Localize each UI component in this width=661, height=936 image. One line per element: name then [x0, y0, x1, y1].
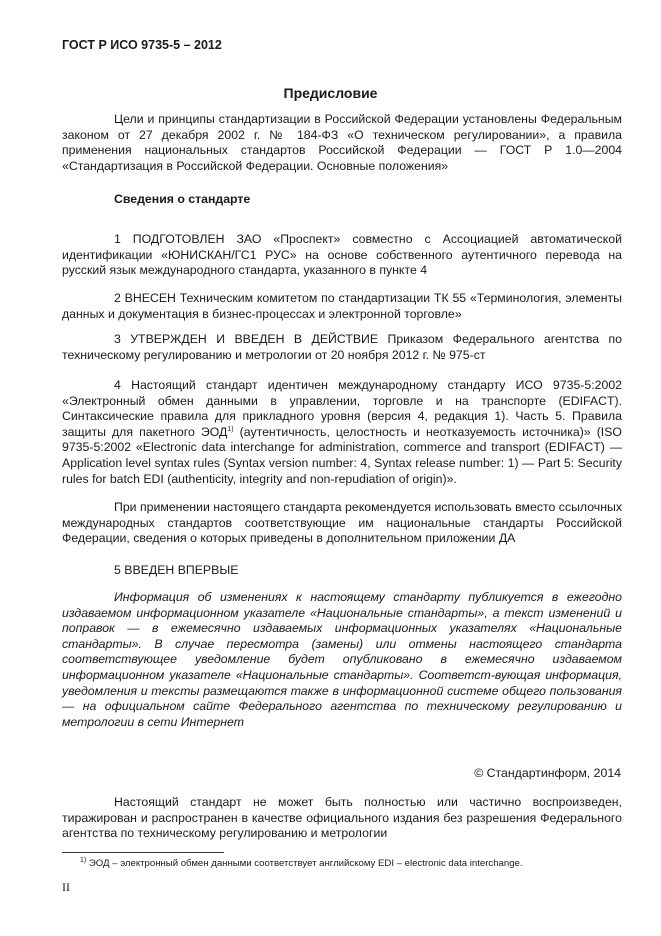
item-5-first-introduced: 5 ВВЕДЕН ВПЕРВЫЕ [114, 563, 239, 577]
footnote [80, 858, 523, 869]
intro-paragraph: Цели и принципы стандартизации в Российской Федерации установлены Федеральным законом от 27 декабря 2002 г. № 184-ФЗ «О техническом регулировании», а правила применения национальных стандартов Российской Федерации — ГОСТ Р 1.0—2004 «Стандартизация в Российской Федерации. Основные положения» [62, 112, 622, 173]
reproduction-notice: Настоящий стандарт не может быть полностью или частично воспроизведен, тиражирован и распространен в качестве официального издания без разрешения Федерального агентства по техническому регулированию и метрологии [62, 795, 622, 841]
footnote-text: ЭОД – электронный обмен данными соответствует английскому EDI – electronic data interchange. [86, 858, 523, 869]
item-4-identical [62, 378, 622, 487]
item-3-approved: 3 УТВЕРЖДЕН И ВВЕДЕН В ДЕЙСТВИЕ Приказом Федерального агентства по техническому регулированию и метрологии от 20 ноября 2012 г. № 975-ст [62, 332, 622, 362]
item-4-text-a: 4 Настоящий стандарт идентичен международному стандарту ИСО 9735-5:2002 «Электронный обмен данными в управлении, торговле и на транспорте (EDIFACT). Синтаксические правила для прикладного уровня (версия 4, редакция 1). Часть 5. Правила защиты для пакетного ЭОД [62, 378, 622, 439]
item-4-text-b: (аутентичность, целостность и неотказуемость источника)» (ISO 9735-5:2002 «Electronic data interchange for administration, commerce and transport (EDIFACT) — Application level syntax rules (Syntax version number: 4, Syntax release number: 1) — Part 5: Security rules for batch EDI (authenticity, integrity and non-repudiation of origin)». [62, 424, 622, 486]
section-title: Сведения о стандарте [114, 192, 251, 206]
document-header: ГОСТ Р ИСО 9735-5 – 2012 [62, 38, 222, 52]
footnote-ref: 1) [227, 425, 234, 433]
copyright: © Стандартинформ, 2014 [474, 766, 621, 780]
item-1-prepared: 1 ПОДГОТОВЛЕН ЗАО «Проспект» совместно с Ассоциацией автоматической идентификации «ЮНИСКАН/ГС1 РУС» на основе собственного аутентичного перевода на русский язык международного стандарта, указанного в пункте 4 [62, 232, 622, 278]
page-number: II [62, 880, 70, 894]
item-4-note: При применении настоящего стандарта рекомендуется использовать вместо ссылочных международных стандартов соответствующие им национальные стандарты Российской Федерации, сведения о которых приведены в дополнительном приложении ДА [62, 500, 622, 546]
info-notice: Информация об изменениях к настоящему стандарту публикуется в ежегодно издаваемом информационном указателе «Национальные стандарты», а текст изменений и поправок — в ежемесячно издаваемых информационных указателях «Национальные стандарты». В случае пересмотра (замены) или отмены настоящего стандарта соответствующее уведомление будет опубликовано в ежемесячно издаваемом информационном указателе «Национальные стандарты». Соответст-вующая информация, уведомления и тексты размещаются также в информационной системе общего пользования — на официальном сайте Федерального агентства по техническому регулированию и метрологии в сети Интернет [62, 590, 622, 729]
footnote-divider [62, 852, 224, 853]
item-2-submitted: 2 ВНЕСЕН Техническим комитетом по стандартизации ТК 55 «Терминология, элементы данных и документация в бизнес-процессах и электронной торговле» [62, 291, 622, 321]
footnote-mark: 1) [80, 856, 87, 864]
page-title: Предисловие [283, 85, 378, 101]
